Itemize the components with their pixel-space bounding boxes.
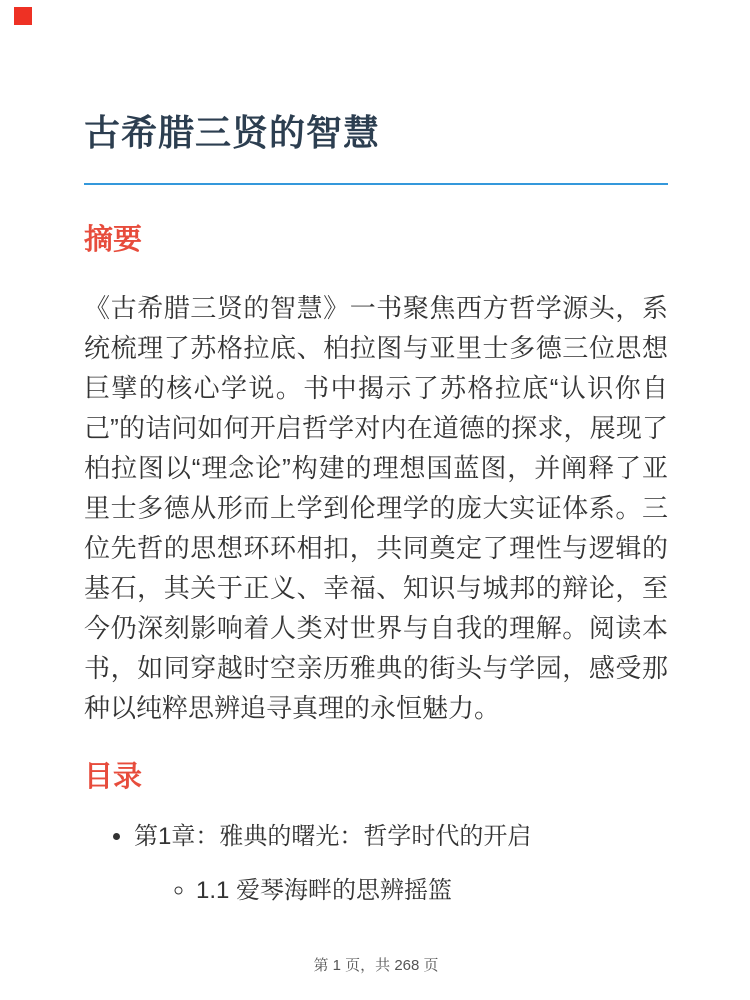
page-number-indicator: 第 1 页，共 268 页: [313, 956, 439, 974]
abstract-paragraph: 《古希腊三贤的智慧》一书聚焦西方哲学源头，系统梳理了苏格拉底、柏拉图与亚里士多德三位思想巨擘的核心学说。书中揭示了苏格拉底“认识你自己”的诘问如何开启哲学对内在道德的探求，展现了柏拉图以“理念论”构建的理想国蓝图，并阐释了亚里士多德从形而上学到伦理学的庞大实证体系。三位先哲的思想环环相扣，共同奠定了理性与逻辑的基石，其关于正义、幸福、知识与城邦的辩论，至今仍深刻影响着人类对世界与自我的理解。阅读本书，如同穿越时空亲历雅典的街头与学园，感受那种以纯粹思辨追寻真理的永恒魅力。: [84, 293, 668, 724]
toc-section-label: 1.1 爱琴海畔的思辨摇篮: [196, 876, 453, 904]
page-title: 古希腊三贤的智慧: [84, 112, 668, 185]
toc-heading: 目录: [84, 761, 143, 794]
red-corner-marker: [14, 7, 32, 25]
toc-section-item: [196, 873, 668, 909]
toc-list: [84, 819, 668, 909]
toc-chapter-item: [134, 819, 668, 909]
toc-chapter-label: 第1章：雅典的曙光：哲学时代的开启: [134, 822, 532, 850]
toc-sublist: [134, 873, 668, 909]
abstract-heading: 摘要: [84, 224, 143, 257]
